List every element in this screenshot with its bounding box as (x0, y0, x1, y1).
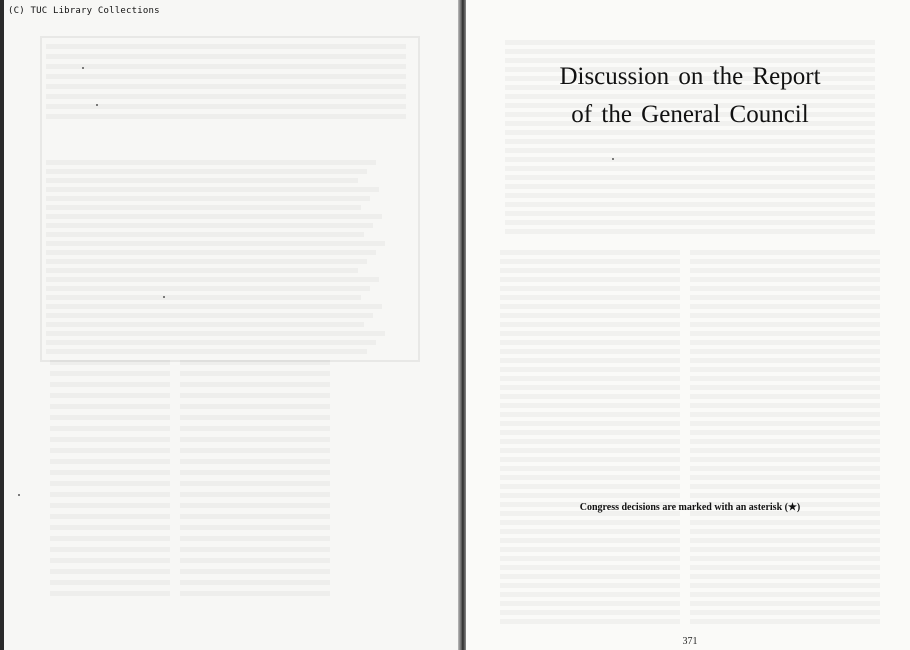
show-through-line (180, 382, 330, 387)
show-through-line (690, 529, 880, 534)
show-through-line (500, 556, 680, 561)
show-through-line (500, 457, 680, 462)
show-through-line (690, 457, 880, 462)
show-through-line (46, 340, 376, 345)
show-through-line (690, 610, 880, 615)
show-through-line (46, 94, 406, 99)
show-through-line (50, 415, 170, 420)
show-through-line (50, 481, 170, 486)
show-through-line (500, 286, 680, 291)
show-through-line (690, 376, 880, 381)
show-through-line (690, 340, 880, 345)
show-through-line (50, 426, 170, 431)
show-through-line (50, 536, 170, 541)
show-through-line (46, 241, 385, 246)
book-gutter (458, 0, 466, 650)
show-through-line (500, 394, 680, 399)
show-through-line (50, 503, 170, 508)
show-through-line (690, 295, 880, 300)
show-through-line (46, 331, 385, 336)
show-through-line (690, 619, 880, 624)
show-through-line (505, 40, 875, 45)
show-through-line (180, 470, 330, 475)
show-through-line (46, 286, 370, 291)
show-through-line (180, 415, 330, 420)
show-through-line (50, 558, 170, 563)
show-through-line (180, 393, 330, 398)
show-through-line (46, 304, 382, 309)
show-through-line (500, 547, 680, 552)
show-through-line (690, 538, 880, 543)
show-through-line (50, 569, 170, 574)
show-through-line (46, 295, 361, 300)
show-through-line (690, 565, 880, 570)
show-through-line (505, 184, 875, 189)
show-through-line (690, 583, 880, 588)
show-through-line (690, 403, 880, 408)
show-through-line (180, 459, 330, 464)
show-through-line (46, 250, 376, 255)
show-through-line (46, 196, 370, 201)
show-through-line (690, 385, 880, 390)
show-through-line (180, 536, 330, 541)
show-through-line (180, 591, 330, 596)
show-through-line (46, 322, 364, 327)
show-through-line (50, 404, 170, 409)
show-through-line (180, 580, 330, 585)
show-through-line (505, 166, 875, 171)
show-through-line (690, 331, 880, 336)
show-through-line (500, 565, 680, 570)
show-through-line (46, 178, 358, 183)
show-through-line (690, 250, 880, 255)
show-through-line (505, 139, 875, 144)
show-through-line (500, 250, 680, 255)
show-through-line (46, 268, 358, 273)
show-through-line (500, 439, 680, 444)
show-through-line (690, 547, 880, 552)
show-through-line (180, 492, 330, 497)
show-through-line (500, 493, 680, 498)
show-through-line (500, 340, 680, 345)
show-through-line (500, 268, 680, 273)
show-through-line (46, 223, 373, 228)
show-through-line (690, 304, 880, 309)
show-through-line (500, 358, 680, 363)
show-through-line (500, 430, 680, 435)
show-through-line (690, 475, 880, 480)
show-through-line (505, 148, 875, 153)
show-through-line (500, 601, 680, 606)
show-through-line (505, 193, 875, 198)
scan-speck (82, 67, 84, 69)
show-through-line (50, 470, 170, 475)
show-through-line (180, 481, 330, 486)
show-through-line (500, 484, 680, 489)
show-through-line (690, 520, 880, 525)
show-through-line (46, 187, 379, 192)
show-through-line (46, 64, 406, 69)
show-through-line (690, 592, 880, 597)
show-through-line (46, 205, 361, 210)
show-through-line (690, 268, 880, 273)
show-through-line (46, 277, 379, 282)
show-through-line (500, 421, 680, 426)
show-through-line (500, 313, 680, 318)
show-through-line (690, 394, 880, 399)
show-through-line (500, 412, 680, 417)
asterisk-note: Congress decisions are marked with an asterisk (★) (579, 502, 801, 513)
show-through-line (46, 44, 406, 49)
show-through-line (46, 84, 406, 89)
show-through-line (505, 229, 875, 234)
show-through-line (180, 547, 330, 552)
show-through-line (50, 448, 170, 453)
show-through-line (690, 484, 880, 489)
show-through-line (690, 412, 880, 417)
show-through-line (505, 202, 875, 207)
show-through-line (500, 538, 680, 543)
show-through-line (500, 385, 680, 390)
show-through-line (180, 558, 330, 563)
title-line-1: Discussion on the Report (559, 63, 821, 90)
show-through-line (50, 580, 170, 585)
show-through-line (500, 466, 680, 471)
show-through-line (500, 574, 680, 579)
show-through-line (50, 492, 170, 497)
show-through-line (180, 426, 330, 431)
show-through-line (500, 529, 680, 534)
show-through-line (46, 104, 406, 109)
show-through-line (690, 367, 880, 372)
show-through-line (505, 157, 875, 162)
show-through-line (690, 322, 880, 327)
show-through-line (505, 49, 875, 54)
show-through-line (690, 358, 880, 363)
show-through-line (500, 349, 680, 354)
show-through-line (690, 349, 880, 354)
show-through-line (50, 514, 170, 519)
show-through-line (500, 322, 680, 327)
show-through-line (180, 569, 330, 574)
scan-speck (163, 296, 165, 298)
show-through-line (690, 313, 880, 318)
show-through-line (50, 525, 170, 530)
show-through-line (690, 493, 880, 498)
show-through-line (690, 259, 880, 264)
show-through-line (500, 295, 680, 300)
show-through-line (46, 169, 367, 174)
show-through-line (690, 277, 880, 282)
scan-speck (96, 104, 98, 106)
show-through-line (46, 259, 367, 264)
show-through-line (500, 259, 680, 264)
show-through-line (505, 175, 875, 180)
show-through-line (46, 114, 406, 119)
show-through-line (690, 466, 880, 471)
show-through-line (46, 313, 373, 318)
show-through-line (690, 601, 880, 606)
show-through-line (46, 349, 367, 354)
show-through-line (50, 382, 170, 387)
copyright-watermark: (C) TUC Library Collections (8, 6, 160, 16)
show-through-line (46, 54, 406, 59)
show-through-line (505, 220, 875, 225)
show-through-line (180, 525, 330, 530)
show-through-line (46, 214, 382, 219)
show-through-line (46, 160, 376, 165)
show-through-line (180, 514, 330, 519)
show-through-line (180, 437, 330, 442)
show-through-line (500, 403, 680, 408)
show-through-line (690, 430, 880, 435)
show-through-line (46, 232, 364, 237)
scan-speck (18, 494, 20, 496)
show-through-line (180, 360, 330, 365)
show-through-line (500, 367, 680, 372)
show-through-line (500, 583, 680, 588)
show-through-line (500, 304, 680, 309)
show-through-line (500, 619, 680, 624)
show-through-line (500, 610, 680, 615)
show-through-line (500, 376, 680, 381)
scan-speck (612, 158, 614, 160)
show-through-line (50, 437, 170, 442)
show-through-line (690, 286, 880, 291)
show-through-line (500, 277, 680, 282)
show-through-line (46, 74, 406, 79)
show-through-line (180, 371, 330, 376)
show-through-line (500, 448, 680, 453)
show-through-line (50, 591, 170, 596)
show-through-line (50, 371, 170, 376)
show-through-line (690, 421, 880, 426)
show-through-line (500, 520, 680, 525)
show-through-line (505, 211, 875, 216)
show-through-line (500, 331, 680, 336)
page-title (490, 58, 890, 134)
title-line-2: of the General Council (571, 101, 809, 128)
show-through-line (690, 574, 880, 579)
show-through-line (690, 439, 880, 444)
show-through-line (50, 459, 170, 464)
show-through-line (50, 393, 170, 398)
show-through-line (690, 448, 880, 453)
show-through-line (180, 448, 330, 453)
show-through-line (180, 503, 330, 508)
page-number: 371 (682, 636, 698, 647)
show-through-line (50, 360, 170, 365)
show-through-line (500, 592, 680, 597)
show-through-line (180, 404, 330, 409)
show-through-line (690, 556, 880, 561)
show-through-line (500, 475, 680, 480)
show-through-line (50, 547, 170, 552)
